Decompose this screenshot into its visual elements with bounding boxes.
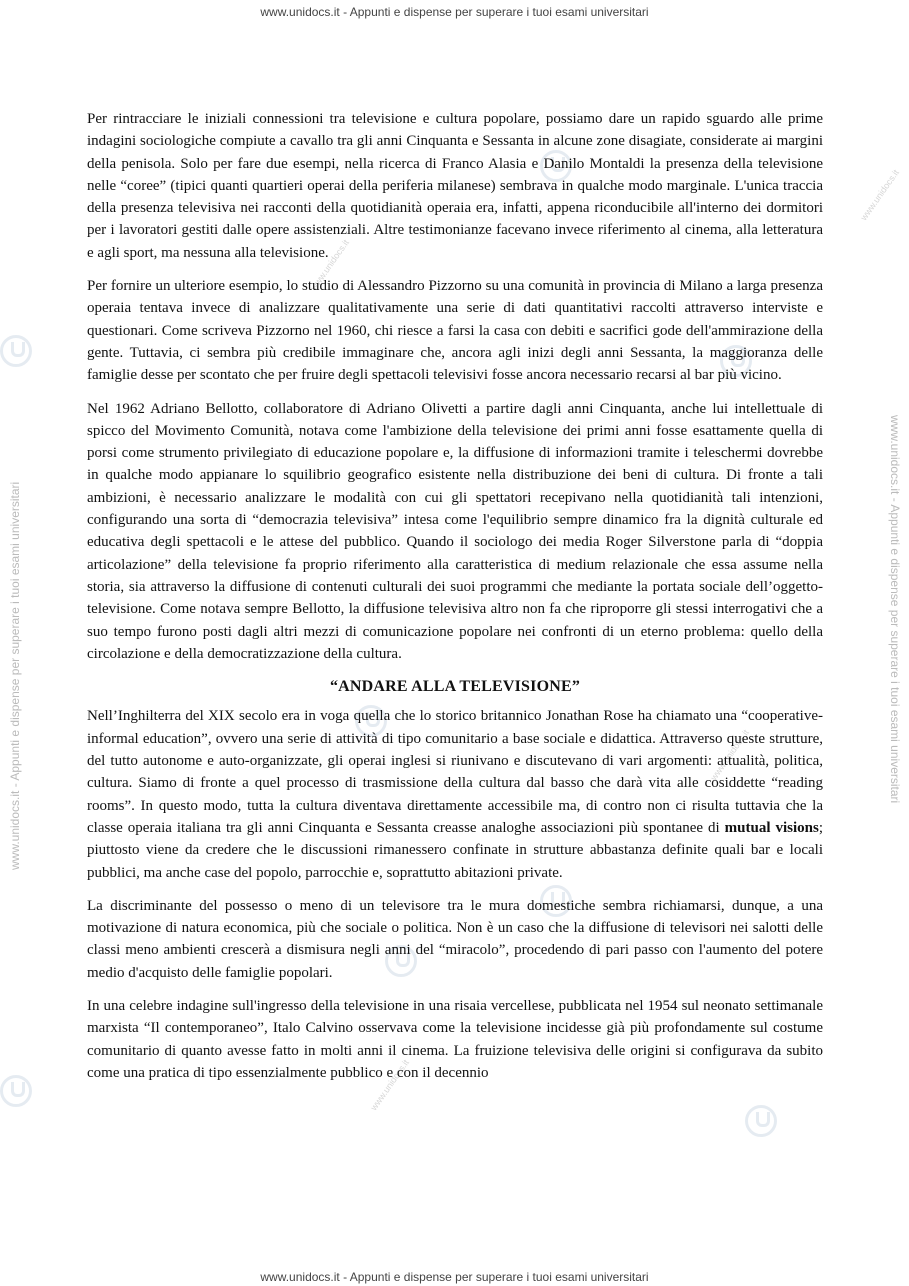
paragraph-6: In una celebre indagine sull'ingresso della televisione in una risaia vercellese, pubblicata nel 1954 sul neonato settimanale marxista “Il contemporaneo”, Italo Calvino osservava come la televisione incidesse già più profondamente sul costume comunitario di quanto avesse fatto in molti anni il cinema. La fruizione televisiva delle origini si configurava da subito come una pratica di tipo essenzialmente pubblico e con il decennio	[87, 997, 823, 1081]
diagonal-watermark: www.unidocs.it	[858, 167, 901, 223]
paragraph-2: Per fornire un ulteriore esempio, lo studio di Alessandro Pizzorno su una comunità in provincia di Milano a larga presenza operaia tentava invece di analizzare qualitativamente una serie di dati quantitativi raccolti attraverso interviste e questionari. Come scriveva Pizzorno nel 1960, chi riesce a farsi la casa con debiti e sacrifici gode dell'ammirazione della gente. Tuttavia, ci sembra più credibile immaginare che, ancora agli inizi degli anni Sessanta, la maggioranza delle famiglie desse per scontato che per fruire degli spettacoli televisivi fosse ancora necessario recarsi al bar più vicino.	[87, 278, 823, 384]
diagonal-watermark: www.unidocs.it	[708, 727, 751, 783]
paragraph-5: La discriminante del possesso o meno di un televisore tra le mura domestiche sembra richiamarsi, dunque, a una motivazione di natura economica, più che sociale o politica. Non è un caso che la diffusione di televisori nei salotti delle classi meno ambienti crescerà a dismisura negli anni del “miracolo”, procedendo di pari passo con l'aumento del potere medio d'acquisto delle famiglie popolari.	[87, 897, 823, 981]
paragraph-4-text-start: Nell’Inghilterra del XIX secolo era in voga quella che lo storico britannico Jonathan Rose ha chiamato una “cooperative-informal education”, ovvero una serie di attività di tipo comunitario a base sociale e didattica. Attraverso queste strutture, del tutto autonome e auto-organizzate, gli operai inglesi si riunivano e discutevano di vari argomenti: attualità, politica, cultura. Siamo di fronte a quel processo di trasmissione della cultura dal basso che darà vita alle cosiddette “reading rooms”. In questo modo, tutta la cultura diventava direttamente accessibile ma, di contro non ci risulta tuttavia che la classe operaia italiana tra gli anni Cinquanta e Sessanta creasse analoghe associazioni più spontanee di	[87, 708, 823, 836]
diagonal-watermark: www.unidocs.it	[368, 1057, 411, 1113]
footer-watermark: www.unidocs.it - Appunti e dispense per superare i tuoi esami universitari	[260, 1270, 649, 1284]
left-side-watermark: www.unidocs.it - Appunti e dispense per superare i tuoi esami universitari	[8, 481, 22, 870]
paragraph-4-bold-term: mutual visions	[724, 819, 819, 836]
paragraph-4	[87, 705, 823, 883]
paragraph-4-text-end: ; piuttosto viene da credere che le discussioni rimanessero confinate in strutture abbastanza definite quali bar e locali pubblici, ma anche case del popolo, parrocchie e, soprattutto abitazioni private.	[87, 819, 823, 881]
header-watermark: www.unidocs.it - Appunti e dispense per superare i tuoi esami universitari	[260, 5, 649, 19]
document-body	[87, 108, 823, 1095]
section-heading: “ANDARE ALLA TELEVISIONE”	[329, 678, 581, 696]
paragraph-1: Per rintracciare le iniziali connessioni tra televisione e cultura popolare, possiamo dare un rapido sguardo alle prime indagini sociologiche compiute a cavallo tra gli anni Cinquanta e Sessanta in alcune zone disagiate, considerate ai margini della penisola. Solo per fare due esempi, nella ricerca di Franco Alasia e Danilo Montaldi la presenza della televisione nelle “coree” (tipici quanti quartieri operai della periferia milanese) sembrava in qualche modo marginale. L'unica traccia della presenza televisiva nei racconti della quotidianità operaia era, infatti, appena riconducibile all'interno dei dormitori per i lavoratori gestiti dalle opere assistenziali. Altre testimonianze facevano invece riferimento al cinema, alla letteratura e agli sport, ma nessuna alla televisione.	[87, 111, 823, 261]
paragraph-3: Nel 1962 Adriano Bellotto, collaboratore di Adriano Olivetti a partire dagli anni Cinquanta, anche lui intellettuale di spicco del Movimento Comunità, notava come l'ambizione della televisione dei primi anni fosse esattamente quella di porsi come strumento privilegiato di educazione popolare e, la diffusione di informazioni tramite i teleschermi dovrebbe in qualche modo appianare lo squilibrio geografico esistente nella distribuzione dei beni di cultura. Di fronte a tali ambizioni, è necessario analizzare le modalità con cui gli spettatori recepivano nella quotidianità tali intenzioni, configurando una sorta di “democrazia televisiva” intesa come l'equilibrio sempre dinamico fra la dignità culturale ed educativa degli spettacoli e le attese del pubblico. Quando il sociologo dei media Roger Silverstone parla di “doppia articolazione” della televisione fa proprio riferimento alla caratteristica di medium relazionale che essa assume nella storia, sia attraverso la diffusione di contenuti culturali dei suoi programmi che mediante la portata sociale dell’oggetto-televisione. Come notava sempre Bellotto, la diffusione televisiva altro non fa che riproporre gli stessi interrogativi che a suo tempo furono posti dagli altri mezzi di comunicazione popolare nei confronti di un eterno problema: quello della circolazione e della democratizzazione della cultura.	[87, 400, 823, 662]
watermark-logo-icon	[0, 335, 32, 367]
watermark-logo-icon	[0, 1075, 32, 1107]
watermark-logo-icon	[745, 1105, 777, 1137]
right-side-watermark: www.unidocs.it - Appunti e dispense per superare i tuoi esami universitari	[888, 415, 902, 804]
diagonal-watermark: www.unidocs.it	[308, 237, 351, 293]
